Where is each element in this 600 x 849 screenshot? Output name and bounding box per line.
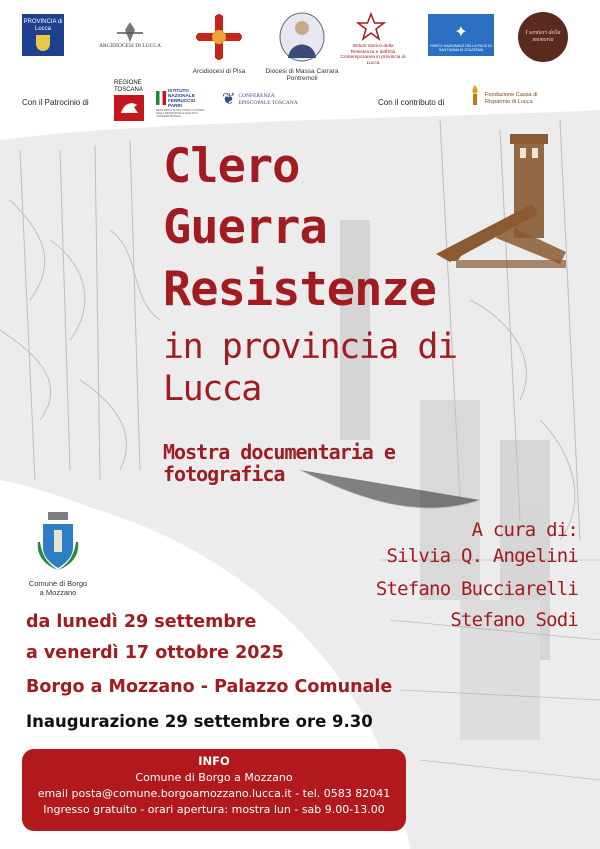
inaugurazione: Inaugurazione 29 settembre ore 9.30 [26, 712, 373, 731]
istituto-storico-caption: Istituto storico della Resistenza e dell'Età Contemporanea in provincia di Lucca [340, 44, 406, 66]
mostra-description [163, 442, 395, 485]
info-heading: INFO [198, 754, 230, 768]
curatore-name: Stefano Bucciarelli [375, 578, 578, 600]
info-box [22, 749, 406, 831]
arcidiocesi-pisa-cross-icon [196, 14, 242, 60]
star-emblem-icon [356, 12, 386, 42]
diocesi-massa-caption: Diocesi di Massa Carrara Pontremoli [265, 68, 339, 83]
regione-label: REGIONE TOSCANA [114, 80, 143, 93]
torch-icon [468, 84, 482, 106]
sentieri-memoria-logo [518, 12, 568, 62]
pegasus-icon [114, 93, 144, 123]
dove-crest-icon: ❦ [222, 91, 236, 108]
comune-crest-caption: Comune di Borgo a Mozzano [28, 579, 88, 597]
parco-pace-logo [428, 14, 494, 56]
conferenza-episcopale-logo [222, 92, 304, 108]
subtitle-line-provincia: in provincia di [163, 327, 457, 367]
provincia-lucca-logo [22, 14, 64, 56]
arcidiocesi-pisa-caption: Arcidiocesi di Pisa [192, 68, 246, 75]
title-line-resistenze: Resistenze [163, 262, 436, 317]
arcidiocesi-badge-text: ARCIDIOCESI DI LUCCA [98, 43, 162, 49]
curatore-name: Silvia Q. Angelini [386, 545, 578, 567]
parri-sub-label: RETE DEGLI ISTITUTI PER LA STORIA DELLA RESISTENZA E DELL'ETÀ CONTEMPORANEA [156, 109, 205, 119]
subtitle-line-lucca: Lucca [163, 369, 261, 409]
fondazione-cassa-logo [468, 84, 549, 106]
date-from: da lunedì 29 settembre [26, 612, 257, 632]
regione-toscana-logo [114, 80, 148, 128]
parco-pace-text: PARCO NAZIONALE DELLA PACE DI SANT'ANNA DI STAZZEMA [430, 44, 492, 53]
mostra-line-2: fotografica [163, 461, 285, 486]
title-line-clero: Clero [163, 139, 300, 194]
mostra-line-1: Mostra documentaria e [163, 440, 395, 464]
fondazione-label: Fondazione Cassa di Risparmio di Lucca [485, 92, 538, 105]
patrocinio-label: Con il Patrocinio di [22, 98, 89, 107]
flag-icon [156, 91, 166, 105]
parri-label: ISTITUTO NAZIONALE FERRUCCIO PARRI [168, 88, 196, 109]
provincia-logo-text: PROVINCIA di Lucca [23, 19, 63, 32]
conferenza-label: CONFERENZA EPISCOPALE TOSCANA [238, 93, 298, 106]
arcidiocesi-lucca-logo [96, 16, 164, 54]
tower-cannon-illustration [436, 134, 576, 282]
comune-shield-icon [34, 512, 82, 574]
curatori-label: A cura di: [471, 519, 578, 541]
title-line-guerra: Guerra [163, 200, 327, 255]
istituto-parri-logo [156, 88, 212, 118]
venue: Borgo a Mozzano - Palazzo Comunale [26, 677, 393, 697]
info-line-orari: Ingresso gratuito - orari apertura: mostra lun - sab 9.00-13.00 [43, 803, 385, 816]
info-line-contacts: email posta@comune.borgoamozzano.lucca.it - tel. 0583 82041 [37, 787, 391, 800]
shield-icon [36, 35, 50, 51]
mitre-crest-icon [115, 21, 145, 43]
curatore-name: Stefano Sodi [450, 609, 578, 631]
sentieri-logo-text: I sentieri della memoria [525, 30, 561, 43]
info-line-comune: Comune di Borgo a Mozzano [135, 771, 293, 784]
dove-icon: ✦ [454, 24, 468, 41]
madonna-medallion-icon [278, 12, 326, 62]
contributo-label: Con il contributo di [378, 98, 445, 107]
date-to: a venerdì 17 ottobre 2025 [26, 643, 284, 663]
comune-crest [28, 512, 88, 597]
